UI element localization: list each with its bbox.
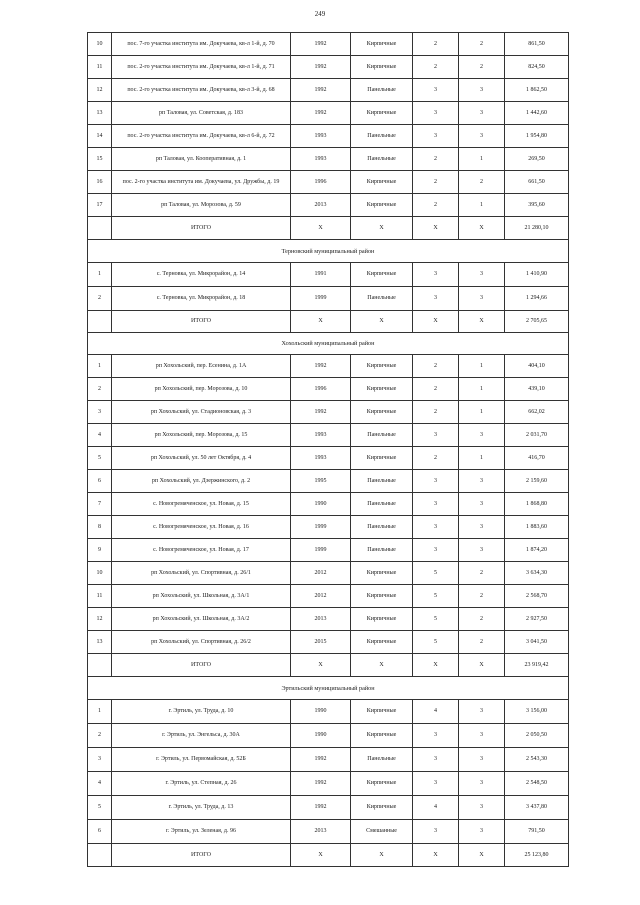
area-cell: 1 874,20: [505, 539, 569, 562]
wall-material-cell: Панельные: [351, 516, 413, 539]
floors-cell: 4: [413, 796, 459, 820]
address-cell: ИТОГО: [112, 311, 291, 333]
table-row: [88, 56, 569, 79]
address-cell: рп Хохольский, ул. Стадионовская, д. 3: [112, 401, 291, 424]
wall-material-cell: Панельные: [351, 493, 413, 516]
year-cell: 1992: [291, 56, 351, 79]
total-row: [88, 654, 569, 677]
floors-cell: 2: [413, 171, 459, 194]
entrances-cell: 3: [459, 263, 505, 287]
row-number-cell: 6: [88, 820, 112, 844]
year-cell: 1996: [291, 378, 351, 401]
floors-cell: 3: [413, 470, 459, 493]
entrances-cell: 1: [459, 355, 505, 378]
floors-cell: 3: [413, 125, 459, 148]
address-cell: г. Эртиль, ул. Труда, д. 10: [112, 700, 291, 724]
year-cell: 1991: [291, 263, 351, 287]
row-number-cell: 17: [88, 194, 112, 217]
year-cell: 1992: [291, 102, 351, 125]
wall-material-cell: Кирпичные: [351, 171, 413, 194]
row-number-cell: 4: [88, 424, 112, 447]
area-cell: 2 705,65: [505, 311, 569, 333]
floors-cell: 3: [413, 820, 459, 844]
address-cell: с. Терновка, ул. Микрорайон, д. 14: [112, 263, 291, 287]
row-number-cell: 10: [88, 562, 112, 585]
address-cell: пос. 2-го участка института им. Докучаева, кв-л 1-й, д. 71: [112, 56, 291, 79]
address-cell: с. Новогремяченское, ул. Новая, д. 17: [112, 539, 291, 562]
wall-material-cell: Кирпичные: [351, 401, 413, 424]
year-cell: 1999: [291, 287, 351, 311]
address-cell: рп Хохольский, ул. Спортивная, д. 26/2: [112, 631, 291, 654]
table-row: [88, 562, 569, 585]
total-row: [88, 217, 569, 240]
area-cell: 1 862,50: [505, 79, 569, 102]
entrances-cell: 1: [459, 194, 505, 217]
wall-material-cell: Кирпичные: [351, 631, 413, 654]
entrances-cell: 3: [459, 493, 505, 516]
table-row: [88, 79, 569, 102]
entrances-cell: 1: [459, 148, 505, 171]
row-number-cell: 9: [88, 539, 112, 562]
year-cell: 1990: [291, 493, 351, 516]
address-cell: г. Эртиль, ул. Энгельса, д. 30А: [112, 724, 291, 748]
area-cell: 662,02: [505, 401, 569, 424]
row-number-cell: [88, 844, 112, 867]
wall-material-cell: X: [351, 844, 413, 867]
area-cell: 1 442,60: [505, 102, 569, 125]
row-number-cell: 1: [88, 700, 112, 724]
row-number-cell: 2: [88, 724, 112, 748]
area-cell: 1 868,80: [505, 493, 569, 516]
address-cell: с. Новогремяченское, ул. Новая, д. 15: [112, 493, 291, 516]
year-cell: 2013: [291, 194, 351, 217]
area-cell: 861,50: [505, 33, 569, 56]
wall-material-cell: X: [351, 217, 413, 240]
address-cell: с. Терновка, ул. Микрорайон, д. 18: [112, 287, 291, 311]
area-cell: 2 927,50: [505, 608, 569, 631]
floors-cell: 2: [413, 401, 459, 424]
table-row: [88, 796, 569, 820]
entrances-cell: 3: [459, 79, 505, 102]
area-cell: 3 634,30: [505, 562, 569, 585]
row-number-cell: 8: [88, 516, 112, 539]
area-cell: 23 919,42: [505, 654, 569, 677]
row-number-cell: 13: [88, 631, 112, 654]
entrances-cell: 2: [459, 585, 505, 608]
table-row: [88, 424, 569, 447]
wall-material-cell: X: [351, 311, 413, 333]
table-row: [88, 148, 569, 171]
wall-material-cell: Панельные: [351, 424, 413, 447]
address-cell: рп Хохольский, пер. Есенина, д. 1А: [112, 355, 291, 378]
year-cell: 1995: [291, 470, 351, 493]
area-cell: 3 156,00: [505, 700, 569, 724]
year-cell: 1992: [291, 748, 351, 772]
entrances-cell: 3: [459, 539, 505, 562]
floors-cell: 5: [413, 631, 459, 654]
address-cell: рп Таловая, ул. Кооперативная, д. 1: [112, 148, 291, 171]
floors-cell: 2: [413, 56, 459, 79]
address-cell: рп Хохольский, пер. Морозова, д. 15: [112, 424, 291, 447]
wall-material-cell: Панельные: [351, 539, 413, 562]
address-cell: рп Хохольский, ул. 50 лет Октября, д. 4: [112, 447, 291, 470]
table-row: [88, 585, 569, 608]
wall-material-cell: Кирпичные: [351, 263, 413, 287]
section-title: Эртильский муниципальный район: [88, 677, 569, 700]
entrances-cell: X: [459, 654, 505, 677]
housing-table: [87, 32, 569, 867]
entrances-cell: X: [459, 311, 505, 333]
area-cell: 2 543,30: [505, 748, 569, 772]
year-cell: 1993: [291, 148, 351, 171]
wall-material-cell: Кирпичные: [351, 378, 413, 401]
floors-cell: 5: [413, 562, 459, 585]
year-cell: 1990: [291, 724, 351, 748]
table-row: [88, 772, 569, 796]
floors-cell: 3: [413, 516, 459, 539]
table-row: [88, 631, 569, 654]
year-cell: X: [291, 844, 351, 867]
wall-material-cell: Панельные: [351, 148, 413, 171]
floors-cell: 3: [413, 724, 459, 748]
row-number-cell: 1: [88, 355, 112, 378]
row-number-cell: 2: [88, 378, 112, 401]
entrances-cell: 3: [459, 796, 505, 820]
floors-cell: X: [413, 311, 459, 333]
area-cell: 2 159,60: [505, 470, 569, 493]
year-cell: 1992: [291, 772, 351, 796]
table-row: [88, 447, 569, 470]
section-title: Терновский муниципальный район: [88, 240, 569, 263]
table-row: [88, 125, 569, 148]
wall-material-cell: Кирпичные: [351, 608, 413, 631]
row-number-cell: 7: [88, 493, 112, 516]
wall-material-cell: Кирпичные: [351, 33, 413, 56]
entrances-cell: 3: [459, 102, 505, 125]
area-cell: 661,50: [505, 171, 569, 194]
entrances-cell: 3: [459, 424, 505, 447]
address-cell: ИТОГО: [112, 654, 291, 677]
address-cell: ИТОГО: [112, 844, 291, 867]
entrances-cell: 2: [459, 56, 505, 79]
row-number-cell: 12: [88, 79, 112, 102]
floors-cell: 2: [413, 378, 459, 401]
entrances-cell: 2: [459, 171, 505, 194]
address-cell: с. Новогремяченское, ул. Новая, д. 16: [112, 516, 291, 539]
area-cell: 25 123,80: [505, 844, 569, 867]
year-cell: X: [291, 311, 351, 333]
area-cell: 1 294,66: [505, 287, 569, 311]
entrances-cell: 3: [459, 125, 505, 148]
floors-cell: 5: [413, 585, 459, 608]
table-row: [88, 378, 569, 401]
year-cell: X: [291, 654, 351, 677]
section-header-row: [88, 677, 569, 700]
wall-material-cell: Панельные: [351, 79, 413, 102]
address-cell: г. Эртиль, ул. Степная, д. 26: [112, 772, 291, 796]
table-row: [88, 102, 569, 125]
row-number-cell: 14: [88, 125, 112, 148]
address-cell: пос. 2-го участка института им. Докучаева, ул. Дружбы, д. 19: [112, 171, 291, 194]
address-cell: рп Таловая, ул. Советская, д. 183: [112, 102, 291, 125]
area-cell: 791,50: [505, 820, 569, 844]
table-row: [88, 608, 569, 631]
table-row: [88, 700, 569, 724]
entrances-cell: 1: [459, 378, 505, 401]
table-row: [88, 493, 569, 516]
floors-cell: 3: [413, 102, 459, 125]
wall-material-cell: Кирпичные: [351, 585, 413, 608]
wall-material-cell: Панельные: [351, 287, 413, 311]
wall-material-cell: Кирпичные: [351, 724, 413, 748]
floors-cell: X: [413, 844, 459, 867]
wall-material-cell: Кирпичные: [351, 102, 413, 125]
floors-cell: 2: [413, 194, 459, 217]
row-number-cell: 15: [88, 148, 112, 171]
entrances-cell: 3: [459, 516, 505, 539]
row-number-cell: [88, 217, 112, 240]
year-cell: 1999: [291, 539, 351, 562]
row-number-cell: [88, 311, 112, 333]
row-number-cell: 13: [88, 102, 112, 125]
address-cell: пос. 2-го участка института им. Докучаева, кв-л 3-й, д. 68: [112, 79, 291, 102]
total-row: [88, 844, 569, 867]
entrances-cell: 3: [459, 470, 505, 493]
floors-cell: 3: [413, 424, 459, 447]
row-number-cell: 4: [88, 772, 112, 796]
address-cell: пос. 7-го участка института им. Докучаева, кв-л 1-й, д. 70: [112, 33, 291, 56]
table-row: [88, 401, 569, 424]
table-row: [88, 287, 569, 311]
table-row: [88, 355, 569, 378]
table-row: [88, 263, 569, 287]
table-row: [88, 820, 569, 844]
wall-material-cell: Кирпичные: [351, 700, 413, 724]
year-cell: 1993: [291, 424, 351, 447]
address-cell: рп Хохольский, ул. Спортивная, д. 26/1: [112, 562, 291, 585]
row-number-cell: 16: [88, 171, 112, 194]
area-cell: 269,50: [505, 148, 569, 171]
area-cell: 439,10: [505, 378, 569, 401]
floors-cell: 3: [413, 772, 459, 796]
floors-cell: 5: [413, 608, 459, 631]
table-row: [88, 539, 569, 562]
row-number-cell: 6: [88, 470, 112, 493]
table-row: [88, 724, 569, 748]
area-cell: 2 050,50: [505, 724, 569, 748]
year-cell: 2013: [291, 608, 351, 631]
entrances-cell: 3: [459, 287, 505, 311]
floors-cell: 3: [413, 539, 459, 562]
floors-cell: 4: [413, 700, 459, 724]
area-cell: 2 031,70: [505, 424, 569, 447]
year-cell: 2015: [291, 631, 351, 654]
area-cell: 21 280,10: [505, 217, 569, 240]
floors-cell: X: [413, 654, 459, 677]
floors-cell: 3: [413, 287, 459, 311]
row-number-cell: 11: [88, 585, 112, 608]
year-cell: 1992: [291, 33, 351, 56]
floors-cell: X: [413, 217, 459, 240]
entrances-cell: 3: [459, 772, 505, 796]
wall-material-cell: Панельные: [351, 125, 413, 148]
total-row: [88, 311, 569, 333]
area-cell: 3 041,50: [505, 631, 569, 654]
address-cell: рп Хохольский, ул. Дзержинского, д. 2: [112, 470, 291, 493]
year-cell: X: [291, 217, 351, 240]
floors-cell: 2: [413, 33, 459, 56]
page-number: 249: [314, 10, 326, 18]
entrances-cell: 3: [459, 748, 505, 772]
entrances-cell: 1: [459, 447, 505, 470]
address-cell: г. Эртиль, ул. Первомайская, д. 52Б: [112, 748, 291, 772]
entrances-cell: X: [459, 217, 505, 240]
area-cell: 416,70: [505, 447, 569, 470]
area-cell: 395,60: [505, 194, 569, 217]
table-row: [88, 33, 569, 56]
year-cell: 2013: [291, 820, 351, 844]
area-cell: 2 548,50: [505, 772, 569, 796]
year-cell: 2012: [291, 585, 351, 608]
entrances-cell: 2: [459, 608, 505, 631]
address-cell: пос. 2-го участка института им. Докучаева, кв-л 6-й, д. 72: [112, 125, 291, 148]
entrances-cell: 2: [459, 562, 505, 585]
area-cell: 404,10: [505, 355, 569, 378]
wall-material-cell: Кирпичные: [351, 194, 413, 217]
row-number-cell: 5: [88, 796, 112, 820]
wall-material-cell: Панельные: [351, 470, 413, 493]
wall-material-cell: Кирпичные: [351, 355, 413, 378]
address-cell: г. Эртиль, ул. Труда, д. 13: [112, 796, 291, 820]
year-cell: 1992: [291, 401, 351, 424]
year-cell: 1992: [291, 796, 351, 820]
wall-material-cell: X: [351, 654, 413, 677]
area-cell: 1 883,60: [505, 516, 569, 539]
section-header-row: [88, 240, 569, 263]
floors-cell: 3: [413, 748, 459, 772]
row-number-cell: 10: [88, 33, 112, 56]
address-cell: рп Хохольский, ул. Школьная, д. 3А/2: [112, 608, 291, 631]
area-cell: 2 568,70: [505, 585, 569, 608]
year-cell: 2012: [291, 562, 351, 585]
address-cell: ИТОГО: [112, 217, 291, 240]
year-cell: 1992: [291, 355, 351, 378]
entrances-cell: 3: [459, 724, 505, 748]
floors-cell: 3: [413, 263, 459, 287]
address-cell: г. Эртиль, ул. Зеленая, д. 96: [112, 820, 291, 844]
floors-cell: 3: [413, 79, 459, 102]
floors-cell: 3: [413, 493, 459, 516]
entrances-cell: 1: [459, 401, 505, 424]
table-row: [88, 194, 569, 217]
row-number-cell: 5: [88, 447, 112, 470]
year-cell: 1990: [291, 700, 351, 724]
year-cell: 1999: [291, 516, 351, 539]
wall-material-cell: Смешанные: [351, 820, 413, 844]
table-row: [88, 516, 569, 539]
row-number-cell: 2: [88, 287, 112, 311]
year-cell: 1993: [291, 447, 351, 470]
row-number-cell: 1: [88, 263, 112, 287]
section-header-row: [88, 333, 569, 355]
entrances-cell: 3: [459, 700, 505, 724]
row-number-cell: [88, 654, 112, 677]
wall-material-cell: Панельные: [351, 748, 413, 772]
area-cell: 824,50: [505, 56, 569, 79]
section-title: Хохольский муниципальный район: [88, 333, 569, 355]
wall-material-cell: Кирпичные: [351, 772, 413, 796]
wall-material-cell: Кирпичные: [351, 447, 413, 470]
table-row: [88, 470, 569, 493]
year-cell: 1993: [291, 125, 351, 148]
floors-cell: 2: [413, 447, 459, 470]
row-number-cell: 11: [88, 56, 112, 79]
area-cell: 3 437,80: [505, 796, 569, 820]
entrances-cell: 2: [459, 33, 505, 56]
address-cell: рп Таловая, ул. Морозова, д. 59: [112, 194, 291, 217]
address-cell: рп Хохольский, ул. Школьная, д. 3А/1: [112, 585, 291, 608]
floors-cell: 2: [413, 148, 459, 171]
row-number-cell: 12: [88, 608, 112, 631]
wall-material-cell: Кирпичные: [351, 796, 413, 820]
floors-cell: 2: [413, 355, 459, 378]
area-cell: 1 410,90: [505, 263, 569, 287]
area-cell: 1 954,80: [505, 125, 569, 148]
wall-material-cell: Кирпичные: [351, 562, 413, 585]
entrances-cell: X: [459, 844, 505, 867]
table-row: [88, 748, 569, 772]
row-number-cell: 3: [88, 748, 112, 772]
row-number-cell: 3: [88, 401, 112, 424]
address-cell: рп Хохольский, пер. Морозова, д. 10: [112, 378, 291, 401]
table-row: [88, 171, 569, 194]
wall-material-cell: Кирпичные: [351, 56, 413, 79]
year-cell: 1992: [291, 79, 351, 102]
year-cell: 1996: [291, 171, 351, 194]
entrances-cell: 3: [459, 820, 505, 844]
entrances-cell: 2: [459, 631, 505, 654]
